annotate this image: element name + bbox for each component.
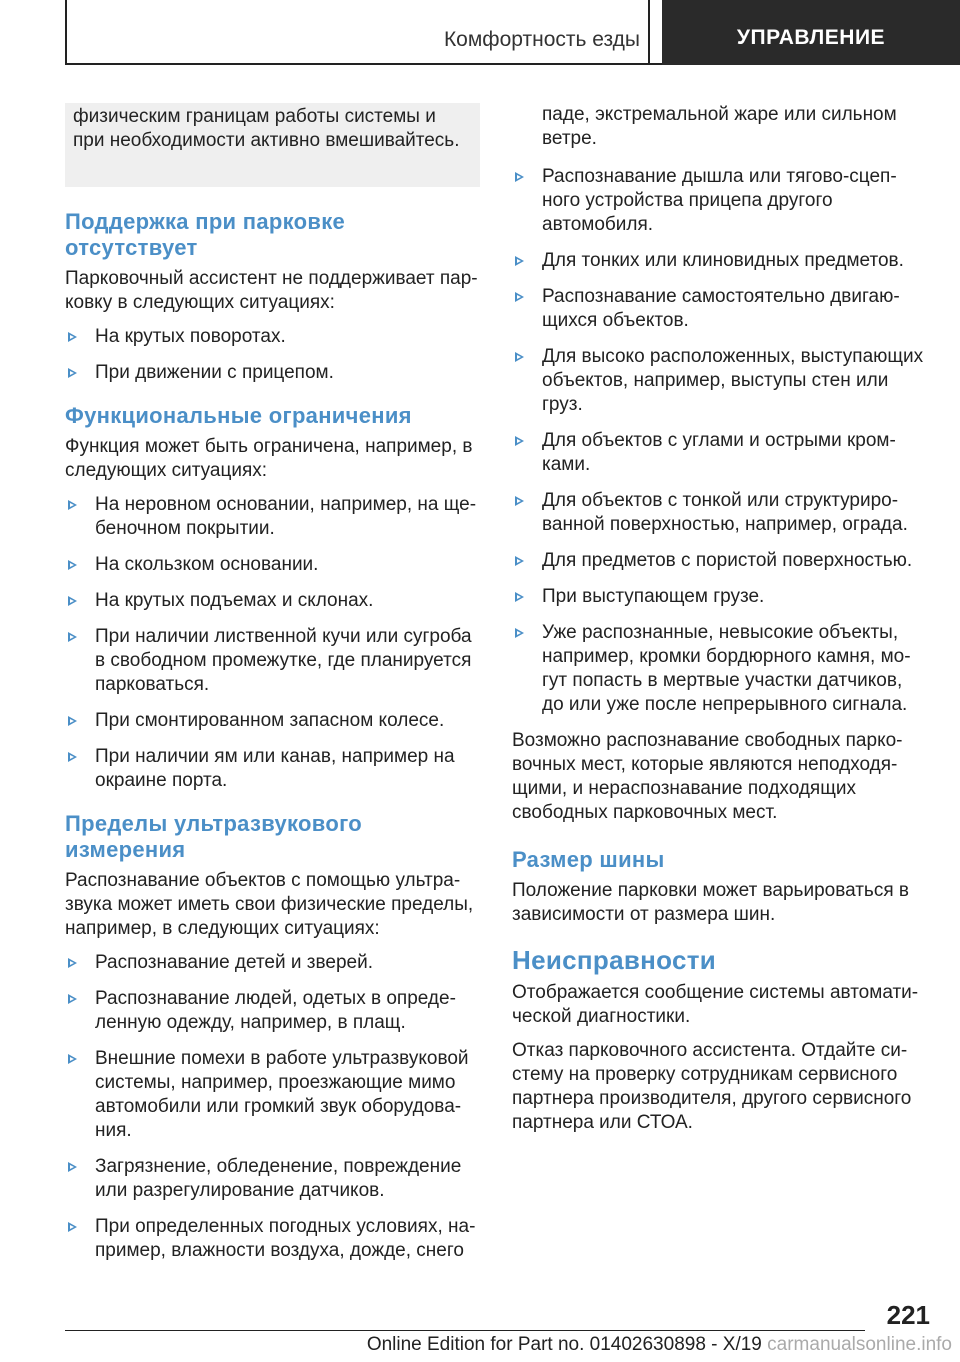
section-tire-size — [512, 847, 927, 927]
section-heading: Размер шины — [512, 847, 665, 872]
triangle-bullet-icon — [68, 958, 77, 968]
section-functional-limits — [65, 403, 480, 793]
list-item: При выступающем грузе. — [512, 585, 927, 609]
note-box — [65, 103, 480, 187]
header-divider-left — [65, 0, 67, 65]
triangle-bullet-icon — [68, 752, 77, 762]
section-intro: Распознавание объектов с помощью ультразвука может иметь свои физические пределы, например, в следующих ситуациях: — [65, 870, 474, 939]
triangle-bullet-icon — [515, 496, 524, 506]
list-item: На крутых подъемах и склонах. — [65, 589, 480, 613]
list-item: Распознавание самостоятельно двигающихся объектов. — [512, 285, 927, 333]
list-item: Для предметов с пористой поверхностью. — [512, 549, 927, 573]
list-item-continuation: паде, экстремальной жаре или сильном ветре. — [542, 104, 897, 149]
list-item: На скользком основании. — [65, 553, 480, 577]
triangle-bullet-icon — [68, 368, 77, 378]
triangle-bullet-icon — [68, 500, 77, 510]
section-heading: Пределы ультразвукового измерения — [65, 811, 362, 862]
list-item: Распознавание людей, одетых в определенную одежду, например, в плащ. — [65, 987, 480, 1035]
list-item: Для высоко расположенных, выступающих объектов, например, выступы стен или груз. — [512, 345, 927, 417]
triangle-bullet-icon — [68, 1054, 77, 1064]
section-heading: Поддержка при парковке отсутствует — [65, 209, 346, 260]
list-item: Распознавание дышла или тягово-сцепного устройства прицепа другого автомобиля. — [512, 165, 927, 237]
paragraph: Возможно распознавание свободных парковочных мест, которые являются неподходящими, и нераспознавание подходящих свободных парковочных мест. — [512, 730, 903, 823]
list-item: При определенных погодных условиях, например, влажности воздуха, дожде, снего — [65, 1215, 480, 1263]
bullet-list — [65, 951, 480, 1263]
triangle-bullet-icon — [515, 436, 524, 446]
triangle-bullet-icon — [68, 994, 77, 1004]
footer-rule — [65, 1330, 865, 1331]
triangle-bullet-icon — [515, 352, 524, 362]
triangle-bullet-icon — [68, 1162, 77, 1172]
triangle-bullet-icon — [515, 172, 524, 182]
triangle-bullet-icon — [515, 556, 524, 566]
triangle-bullet-icon — [68, 716, 77, 726]
bullet-list — [65, 325, 480, 385]
note-text: физическим границам работы системы и при необходимости активно вмешивайтесь. — [73, 106, 460, 151]
section-parking-unsupported — [65, 209, 480, 385]
section-faults — [512, 945, 927, 1135]
section-tab: УПРАВЛЕНИЕ — [662, 0, 960, 65]
paragraph: Отказ парковочного ассистента. Отдайте систему на проверку сотрудникам сервисного партнера производителя, другого сервисного партнера или СТОА. — [512, 1040, 912, 1133]
list-item: Распознавание детей и зверей. — [65, 951, 480, 975]
bullet-list — [65, 493, 480, 793]
page-number: 221 — [886, 1300, 930, 1330]
triangle-bullet-icon — [68, 632, 77, 642]
triangle-bullet-icon — [515, 628, 524, 638]
footer-edition — [367, 1334, 952, 1356]
header-rule — [65, 63, 662, 65]
left-column — [65, 103, 480, 1281]
right-column — [512, 103, 927, 1153]
section-intro: Функция может быть ограничена, например, в следующих ситуациях: — [65, 436, 473, 481]
triangle-bullet-icon — [68, 596, 77, 606]
list-item: При наличии лиственной кучи или сугроба в свободном промежутке, где планируется парковаться. — [65, 625, 480, 697]
list-item: При наличии ям или канав, например на окраине порта. — [65, 745, 480, 793]
list-item: При движении с прицепом. — [65, 361, 480, 385]
list-item: Для объектов с тонкой или структурированной поверхностью, например, ограда. — [512, 489, 927, 537]
list-item: Для объектов с углами и острыми кромками. — [512, 429, 927, 477]
list-item: Загрязнение, обледенение, повреждение или разрегулирование датчиков. — [65, 1155, 480, 1203]
watermark-text: carmanualsonline.info — [761, 1334, 952, 1355]
triangle-bullet-icon — [68, 332, 77, 342]
header-divider-mid — [648, 0, 650, 65]
list-item: Внешние помехи в работе ультразвуковой системы, например, проезжающие мимо автомобили или громкий звук оборудования. — [65, 1047, 480, 1143]
edition-text: Online Edition for Part no. 01402630898 - X/19 — [366, 1334, 762, 1355]
chapter-title: Комфортность езды — [443, 28, 640, 51]
triangle-bullet-icon — [68, 1222, 77, 1232]
list-item: Уже распознанные, невысокие объекты, например, кромки бордюрного камня, могут попасть в мертвые участки датчиков, до или уже после непрерывного сигнала. — [512, 621, 927, 717]
bullet-list-continued — [512, 103, 927, 717]
section-intro: Парковочный ассистент не поддерживает парковку в следующих ситуациях: — [65, 268, 478, 313]
list-item: Для тонких или клиновидных предметов. — [512, 249, 927, 273]
list-item: На неровном основании, например, на щебеночном покрытии. — [65, 493, 480, 541]
section-heading: Функциональные ограничения — [65, 403, 412, 428]
list-item: На крутых поворотах. — [65, 325, 480, 349]
triangle-bullet-icon — [68, 560, 77, 570]
paragraph: Отображается сообщение системы автоматической диагностики. — [512, 982, 919, 1027]
triangle-bullet-icon — [515, 592, 524, 602]
triangle-bullet-icon — [515, 256, 524, 266]
section-heading: Неисправности — [512, 945, 717, 975]
paragraph: Положение парковки может варьироваться в зависимости от размера шин. — [512, 880, 909, 925]
section-ultrasonic-limits — [65, 811, 480, 1263]
list-item: При смонтированном запасном колесе. — [65, 709, 480, 733]
triangle-bullet-icon — [515, 292, 524, 302]
